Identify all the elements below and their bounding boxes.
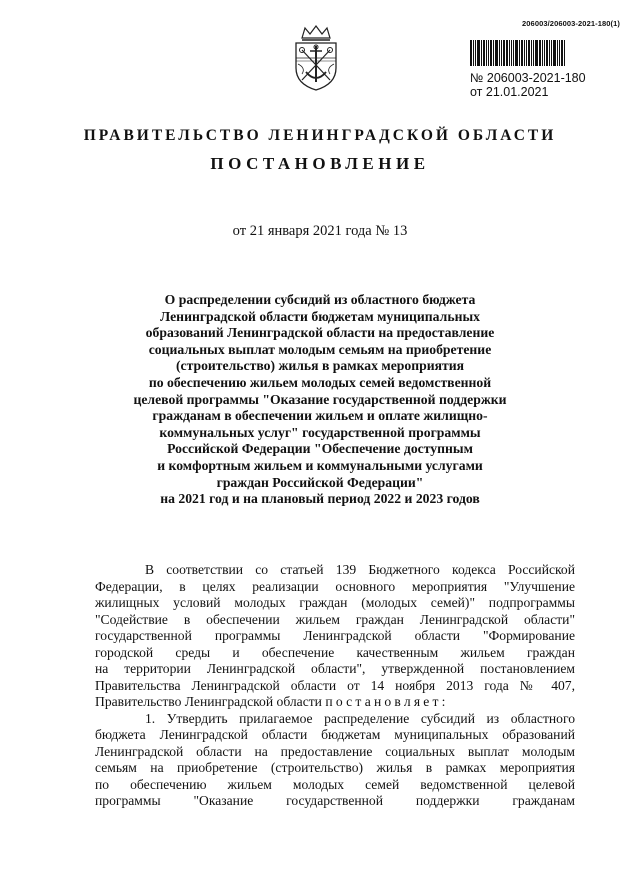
- subject-line: коммунальных услуг" государственной программы: [159, 424, 481, 440]
- barcode-bar: [473, 40, 474, 66]
- barcode-bar: [559, 40, 560, 66]
- barcode-bar: [561, 40, 563, 66]
- barcode-bar: [551, 40, 552, 66]
- barcode-bar: [535, 40, 538, 66]
- barcode-bar: [549, 40, 550, 66]
- subject-line: Ленинградской области бюджетам муниципальных: [160, 308, 480, 324]
- subject-line: граждан Российской Федерации": [216, 474, 424, 490]
- subject-line: целевой программы "Оказание государственной поддержки: [133, 391, 507, 407]
- subject-line: О распределении субсидий из областного бюджета: [164, 292, 476, 307]
- body-line: [95, 694, 575, 711]
- barcode-bar: [526, 40, 527, 66]
- subject-line: гражданам в обеспечении жильем и оплате жилищно-: [152, 408, 488, 424]
- body-line: Ленинградской области на предоставление социальных выплат молодым: [95, 743, 575, 759]
- body-line: бюджета Ленинградской области бюджетам муниципальных образований: [95, 727, 575, 742]
- body-line: программы "Оказание государственной поддержки гражданам: [95, 793, 575, 808]
- body-line: городской среды и обеспечение качественным жильем граждан: [95, 644, 575, 660]
- barcode-bar: [542, 40, 543, 66]
- government-title: ПРАВИТЕЛЬСТВО ЛЕНИНГРАДСКОЙ ОБЛАСТИ: [83, 127, 557, 144]
- subject-line: социальных выплат молодым семьям на приобретение: [148, 341, 492, 357]
- barcode-bar: [539, 40, 541, 66]
- document-body: [95, 562, 575, 810]
- subject-line: образований Ленинградской области на предоставление: [145, 325, 495, 341]
- barcode-bar: [488, 40, 489, 66]
- barcode-bar: [564, 40, 565, 66]
- barcode-bar: [524, 40, 525, 66]
- barcode-bar: [521, 40, 523, 66]
- barcode-bar: [509, 40, 510, 66]
- document-type: ПОСТАНОВЛЕНИЕ: [210, 154, 430, 173]
- barcode-bar: [495, 40, 498, 66]
- barcode-bar: [511, 40, 512, 66]
- body-line: Федерации, в целях реализации основного мероприятия "Улучшение: [95, 578, 575, 594]
- barcode-bar: [490, 40, 492, 66]
- subject-line: (строительство) жилья в рамках мероприятия: [175, 358, 465, 374]
- subject-line: на 2021 год и на плановый период 2022 и 2023 годов: [160, 491, 480, 507]
- subject-line: по обеспечению жильем молодых семей ведомственной: [148, 374, 492, 390]
- body-line: государственной программы Ленинградской области "Формирование: [95, 628, 575, 643]
- barcode-bar: [553, 40, 556, 66]
- barcode-bar: [528, 40, 530, 66]
- barcode-bar: [546, 40, 548, 66]
- barcode-bar: [481, 40, 482, 66]
- body-line: Правительства Ленинградской области от 14 ноября 2013 года № 407,: [95, 677, 575, 693]
- subject-line: и комфортным жильем и коммунальными услугами: [157, 457, 483, 473]
- barcode: [470, 40, 592, 66]
- barcode-bar: [557, 40, 558, 66]
- barcode-bar: [483, 40, 485, 66]
- body-line: 1. Утвердить прилагаемое распределение субсидий из областного: [145, 710, 575, 726]
- body-line: по обеспечению жильем молодых семей ведомственной целевой: [95, 776, 575, 792]
- registration-date: от 21.01.2021: [470, 85, 549, 99]
- body-line: семьям на приобретение (строительство) жилья в рамках мероприятия: [95, 760, 575, 775]
- registration-block: [470, 40, 592, 99]
- registration-number: № 206003-2021-180: [470, 71, 586, 85]
- document-subject: [100, 292, 540, 508]
- barcode-bar: [531, 40, 532, 66]
- barcode-bar: [477, 40, 480, 66]
- barcode-bar: [544, 40, 545, 66]
- document-reference-code: 206003/206003-2021-180(1): [522, 19, 620, 28]
- body-line: на территории Ленинградской области", утвержденной постановлением: [95, 661, 575, 676]
- barcode-bar: [486, 40, 487, 66]
- barcode-bar: [533, 40, 534, 66]
- document-date-number: от 21 января 2021 года № 13: [232, 223, 408, 239]
- barcode-bar: [499, 40, 500, 66]
- barcode-bar: [519, 40, 520, 66]
- barcode-bar: [501, 40, 502, 66]
- barcode-bar: [506, 40, 508, 66]
- barcode-bar: [513, 40, 514, 66]
- body-line: "Содействие в обеспечении жильем граждан Ленинградской области": [95, 611, 575, 627]
- barcode-bar: [493, 40, 494, 66]
- barcode-bar: [515, 40, 518, 66]
- body-line: жилищных условий молодых граждан (молодых семей)" подпрограммы: [95, 595, 575, 610]
- barcode-bar: [475, 40, 476, 66]
- leningrad-region-emblem: [288, 24, 344, 92]
- body-line: В соответствии со статьей 139 Бюджетного кодекса Российской: [145, 562, 575, 577]
- barcode-bar: [503, 40, 505, 66]
- subject-line: Российской Федерации "Обеспечение доступным: [167, 441, 473, 457]
- barcode-bar: [470, 40, 472, 66]
- resolution-word: постановляет:: [325, 694, 449, 709]
- body-line-text: Правительство Ленинградской области: [95, 694, 322, 709]
